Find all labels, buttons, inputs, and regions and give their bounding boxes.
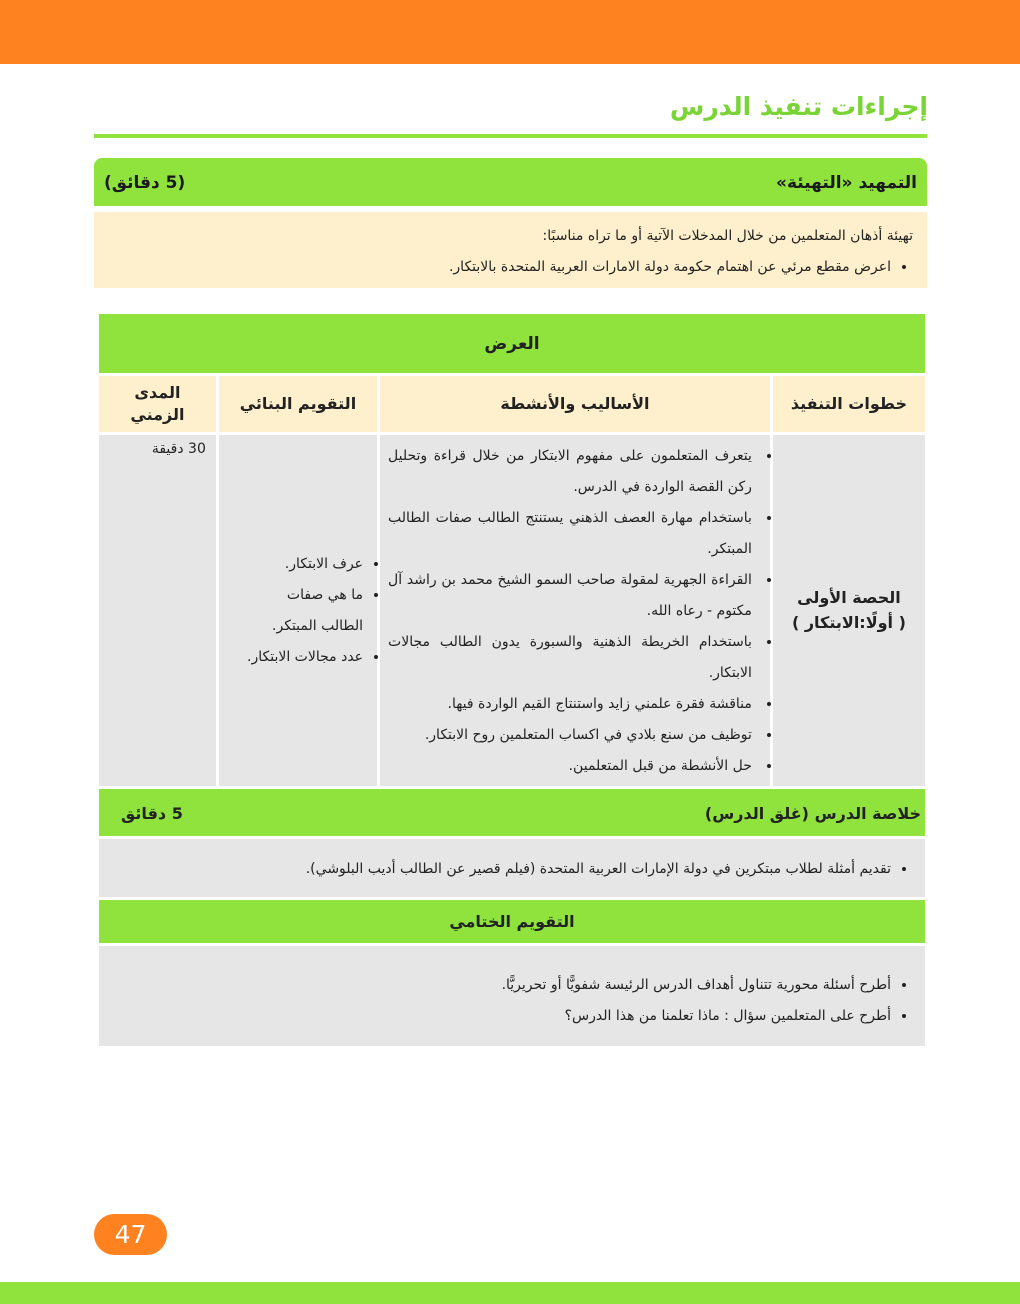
activities-cell — [380, 435, 770, 786]
summary-title: خلاصة الدرس (غلق الدرس) — [704, 804, 921, 823]
step-line: ( أولًا:الابتكار ) — [791, 612, 906, 632]
summary-duration: 5 دقائق — [121, 804, 183, 823]
summary-bullet: • تقديم أمثلة لطلاب مبتكرين في دولة الإمارات العربية المتحدة (فيلم قصير عن الطالب أديب البلوشي). — [99, 861, 891, 877]
column-header-duration: المدى الزمني — [99, 376, 216, 432]
activity-item: • باستخدام الخريطة الذهنية والسبورة يدون الطالب مجالات الابتكار. — [388, 627, 756, 689]
summary-list — [99, 839, 925, 877]
intro-title: التمهيد «التهيئة» — [776, 173, 917, 193]
column-header-assessment: التقويم البنائي — [219, 376, 377, 432]
assessment-item: • عدد مجالات الابتكار. — [245, 642, 363, 673]
bottom-banner — [0, 1282, 1020, 1304]
final-assessment-item: • أطرح أسئلة محورية تتناول أهداف الدرس الرئيسة شفويًّا أو تحريريًّا. — [99, 970, 891, 1001]
activity-item: • يتعرف المتعلمون على مفهوم الابتكار من خلال قراءة وتحليل ركن القصة الواردة في الدرس. — [388, 441, 756, 503]
activity-item: • حل الأنشطة من قبل المتعلمين. — [388, 751, 756, 782]
title-divider — [94, 134, 927, 138]
assessment-list — [219, 549, 377, 673]
activities-list — [380, 435, 770, 786]
activity-item: • باستخدام مهارة العصف الذهني يستنتج الطالب صفات الطالب المبتكر. — [388, 503, 756, 565]
intro-bullet: • اعرض مقطع مرئي عن اهتمام حكومة دولة الامارات العربية المتحدة بالابتكار. — [449, 259, 891, 275]
intro-prompt: تهيئة أذهان المتعلمين من خلال المدخلات الآتية أو ما تراه مناسبًا: — [542, 228, 913, 244]
final-assessment-list — [99, 946, 925, 1032]
page-title: إجراءات تنفيذ الدرس — [669, 92, 928, 121]
final-assessment-item: • أطرح على المتعلمين سؤال : ماذا تعلمنا من هذا الدرس؟ — [99, 1001, 891, 1032]
column-header-activities: الأساليب والأنشطة — [380, 376, 770, 432]
final-assessment-body — [99, 946, 925, 1046]
lesson-table — [96, 311, 928, 1049]
assessment-item: • عرف الابتكار. — [245, 549, 363, 580]
summary-body — [99, 839, 925, 897]
column-header-steps: خطوات التنفيذ — [773, 376, 925, 432]
activity-item: • توظيف من سنع بلادي في اكساب المتعلمين روح الابتكار. — [388, 720, 756, 751]
top-banner — [0, 0, 1020, 64]
assessment-item: • ما هي صفات الطالب المبتكر. — [245, 580, 363, 642]
intro-body — [94, 212, 927, 288]
activity-item: • القراءة الجهرية لمقولة صاحب السمو الشيخ محمد بن راشد آل مكتوم - رعاه الله. — [388, 565, 756, 627]
page-number-badge: 47 — [94, 1214, 167, 1255]
intro-header — [94, 158, 927, 206]
duration-cell: 30 دقيقة — [99, 435, 216, 786]
intro-list — [449, 259, 913, 275]
step-line: الحصة الأولى — [797, 587, 901, 607]
final-assessment-heading: التقويم الختامي — [99, 900, 925, 943]
steps-cell — [773, 435, 925, 786]
assessment-cell — [219, 435, 377, 786]
summary-header — [99, 789, 925, 836]
presentation-heading: العرض — [99, 314, 925, 373]
intro-duration: (5 دقائق) — [104, 173, 186, 193]
activity-item: • مناقشة فقرة علمني زايد واستنتاج القيم الواردة فيها. — [388, 689, 756, 720]
